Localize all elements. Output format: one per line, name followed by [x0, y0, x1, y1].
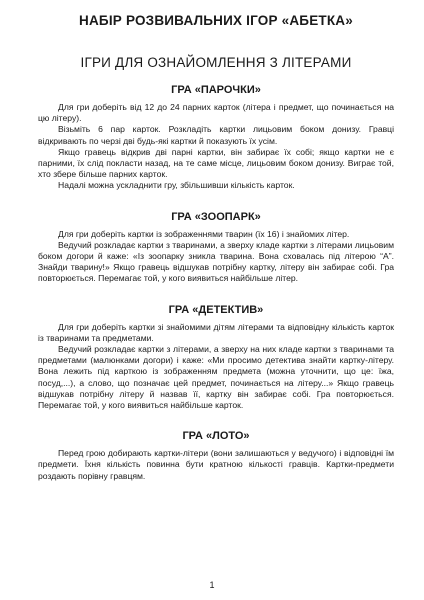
paragraph: Ведучий розкладає картки з літерами, а зверху на них кладе картки з тваринами та предметами (малюнками догори) і каже: «Ми просимо детектива знайти картку-літеру. Вона лежить під карткою із зображенням предмета (можна уточнити, що це: їжа, посуд,...), а слово, що позначає цей предмет, починається на літеру...» Якщо гравець відшукав потрібну літеру й назвав її, картку він забирає собі. Гра повторюється. Перемагає той, у кого виявиться найбільше карток.: [38, 344, 394, 411]
section-title: ГРА «ДЕТЕКТИВ»: [168, 303, 264, 316]
paragraph: Перед грою добирають картки-літери (вони залишаються у ведучого) і відповідні їм предмети. Їхня кількість повинна бути кратною кількості гравців. Картки-предмети роздають порівну гравцям.: [38, 448, 394, 481]
section-zoopark: [38, 210, 394, 285]
paragraph: Для гри доберіть картки зі знайомими дітям літерами та відповідну кількість карток із тваринами та предметами.: [38, 321, 394, 343]
paragraph: Для гри доберіть картки із зображеннями тварин (їх 16) і знайомих літер.: [58, 228, 350, 239]
sub-title: ІГРИ ДЛЯ ОЗНАЙОМЛЕННЯ З ЛІТЕРАМИ: [80, 55, 352, 70]
section-title: ГРА «ЗООПАРК»: [171, 210, 261, 223]
section-title: ГРА «ПАРОЧКИ»: [171, 84, 261, 96]
page-number: 1: [209, 580, 215, 590]
paragraph: Ведучий розкладає картки з тваринами, а зверху кладе картки з літерами лицьовим боком догори й каже: «Із зоопарку зникла тварина. Вона сховалась під літерою “А”. Знайди тварину!» Якщо гравець відшукав потрібну картку, літеру він забирає собі. Гра повторюється. Перемагає той, у кого виявиться найбільше літер.: [38, 239, 394, 284]
section-title: ГРА «ЛОТО»: [182, 430, 250, 443]
paragraph: Візьміть 6 пар карток. Розкладіть картки лицьовим боком донизу. Гравці відкривають по черзі дві будь-які картки й показують їх усім.: [38, 124, 394, 146]
paragraph: Якщо гравець відкрив дві парні картки, він забирає їх собі; якщо картки не є парними, їх слід покласти назад, на те саме місце, лицьовим боком донизу. Виграє той, хто збере більше парних карток.: [38, 146, 394, 180]
section-parochky: [38, 83, 394, 192]
paragraph: Надалі можна ускладнити гру, збільшивши кількість карток.: [58, 180, 295, 191]
section-loto: [38, 429, 394, 482]
main-title: НАБІР РОЗВИВАЛЬНИХ ІГОР «АБЕТКА»: [79, 13, 353, 28]
paragraph: Для гри доберіть від 12 до 24 парних карток (літера і предмет, що починається на цю літеру).: [38, 102, 394, 124]
section-detektyv: [38, 303, 394, 412]
